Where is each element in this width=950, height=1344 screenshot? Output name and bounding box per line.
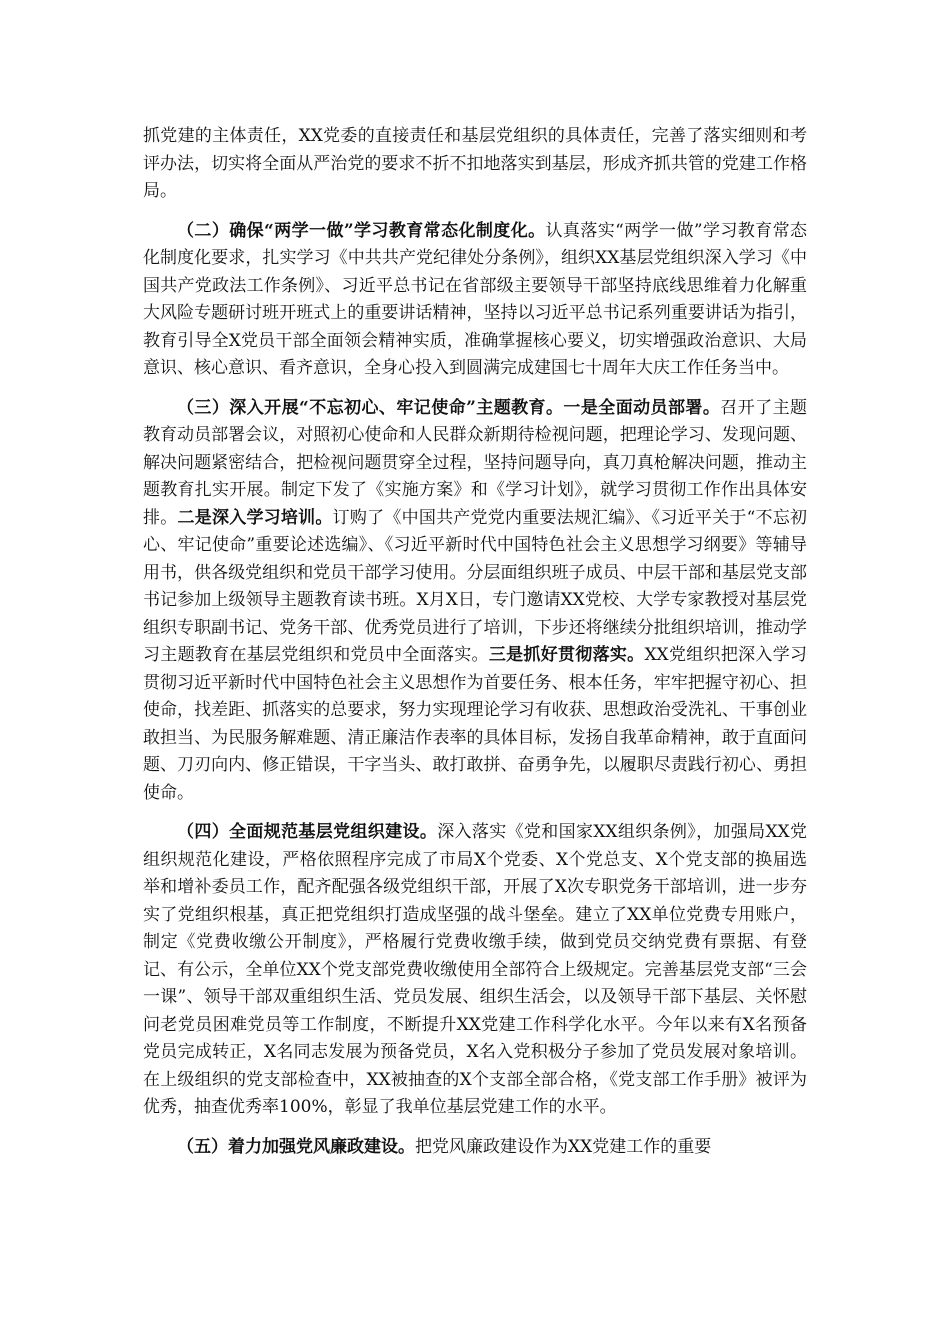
paragraph-party-organization — [143, 819, 807, 1122]
paragraph-integrity — [143, 1134, 807, 1162]
section-heading: （二）确保“两学一做”学习教育常态化制度化。 — [177, 220, 546, 241]
paragraph-two-learn-one-do — [143, 218, 807, 383]
subpoint-heading: 三是抓好贯彻落实。 — [488, 645, 645, 665]
paragraph-text: 订购了《中国共产党党内重要法规汇编》、《习近平关于“不忘初心、牢记使命”重要论述选编》、《习近平新时代中国特色社会主义思想学习纲要》等辅导用书，供各级党组织和党员干部学习使用。分层面组织班子成员、中层干部和基层党支部书记参加上级领导主题教育读书班。X月X日，专门邀请XX党校、大学专家教授对基层党组织专职副书记、党务干部、优秀党员进行了培训，下步还将继续分批组织培训，推动学习主题教育在基层党组织和党员中全面落实。 — [143, 507, 808, 665]
paragraph-text: 召开了主题教育动员部署会议，对照初心使命和人民群众新期待检视问题，把理论学习、发现问题、解决问题紧密结合，把检视问题贯穿全过程，坚持问题导向，真刀真枪解决问题，推动主题教育扎实开展。制定下发了《实施方案》和《学习计划》，就学习贯彻工作作出具体安排。 — [143, 397, 807, 528]
paragraph-text: 把党风廉政建设作为XX党建工作的重要 — [415, 1136, 712, 1157]
document-page — [143, 123, 807, 1173]
paragraph-theme-education — [143, 395, 807, 808]
section-heading: （五）着力加强党风廉政建设。 — [177, 1136, 415, 1157]
paragraph-continuation — [143, 123, 807, 206]
paragraph-text: 深入落实《党和国家XX组织条例》，加强局XX党组织规范化建设，严格依照程序完成了市局X个党委、X个党总支、X个党支部的换届选举和增补委员工作，配齐配强各级党组织干部，开展了X次专职党务干部培训，进一步夯实了党组织根基，真正把党组织打造成坚强的战斗堡垒。建立了XX单位党费专用账户，制定《党费收缴公开制度》，严格履行党费收缴手续，做到党员交纳党费有票据、有登记、有公示，全单位XX个党支部党费收缴使用全部符合上级规定。完善基层党支部“三会一课”、领导干部双重组织生活、党员发展、组织生活会，以及领导干部下基层、关怀慰问老党员困难党员等工作制度，不断提升XX党建工作科学化水平。今年以来有X名预备党员完成转正，X名同志发展为预备党员，X名入党积极分子参加了党员发展对象培训。在上级组织的党支部检查中，XX被抽查的X个支部全部合格，《党支部工作手册》被评为优秀，抽查优秀率100%，彰显了我单位基层党建工作的水平。 — [143, 822, 807, 1117]
paragraph-text: 抓党建的主体责任，XX党委的直接责任和基层党组织的具体责任，完善了落实细则和考评办法，切实将全面从严治党的要求不折不扣地落实到基层，形成齐抓共管的党建工作格局。 — [143, 126, 807, 201]
paragraph-text: 认真落实“两学一做”学习教育常态化制度化要求，扎实学习《中共共产党纪律处分条例》，组织XX基层党组织深入学习《中国共产党政法工作条例》、习近平总书记在省部级主要领导干部坚持底线思维着力化解重大风险专题研讨班开班式上的重要讲话精神，坚持以习近平总书记系列重要讲话为指引，教育引导全X党员干部全面领会精神实质，准确掌握核心要义，切实增强政治意识、大局意识、核心意识、看齐意识，全身心投入到圆满完成建国七十周年大庆工作任务当中。 — [143, 220, 807, 378]
section-heading: （四）全面规范基层党组织建设。 — [177, 822, 438, 842]
paragraph-text: XX党组织把深入学习贯彻习近平新时代中国特色社会主义思想作为首要任务、根本任务，牢牢把握守初心、担使命，找差距、抓落实的总要求，努力实现理论学习有收获、思想政治受洗礼、干事创业敢担当、为民服务解难题、清正廉洁作表率的具体目标，发扬自我革命精神，敢于直面问题、刀刃向内、修正错误，干字当头、敢打敢拼、奋勇争先，以履职尽责践行初心、勇担使命。 — [143, 645, 807, 803]
section-heading: （三）深入开展“不忘初心、牢记使命”主题教育。一是全面动员部署。 — [177, 397, 721, 418]
subpoint-heading: 二是深入学习培训。 — [177, 507, 333, 528]
